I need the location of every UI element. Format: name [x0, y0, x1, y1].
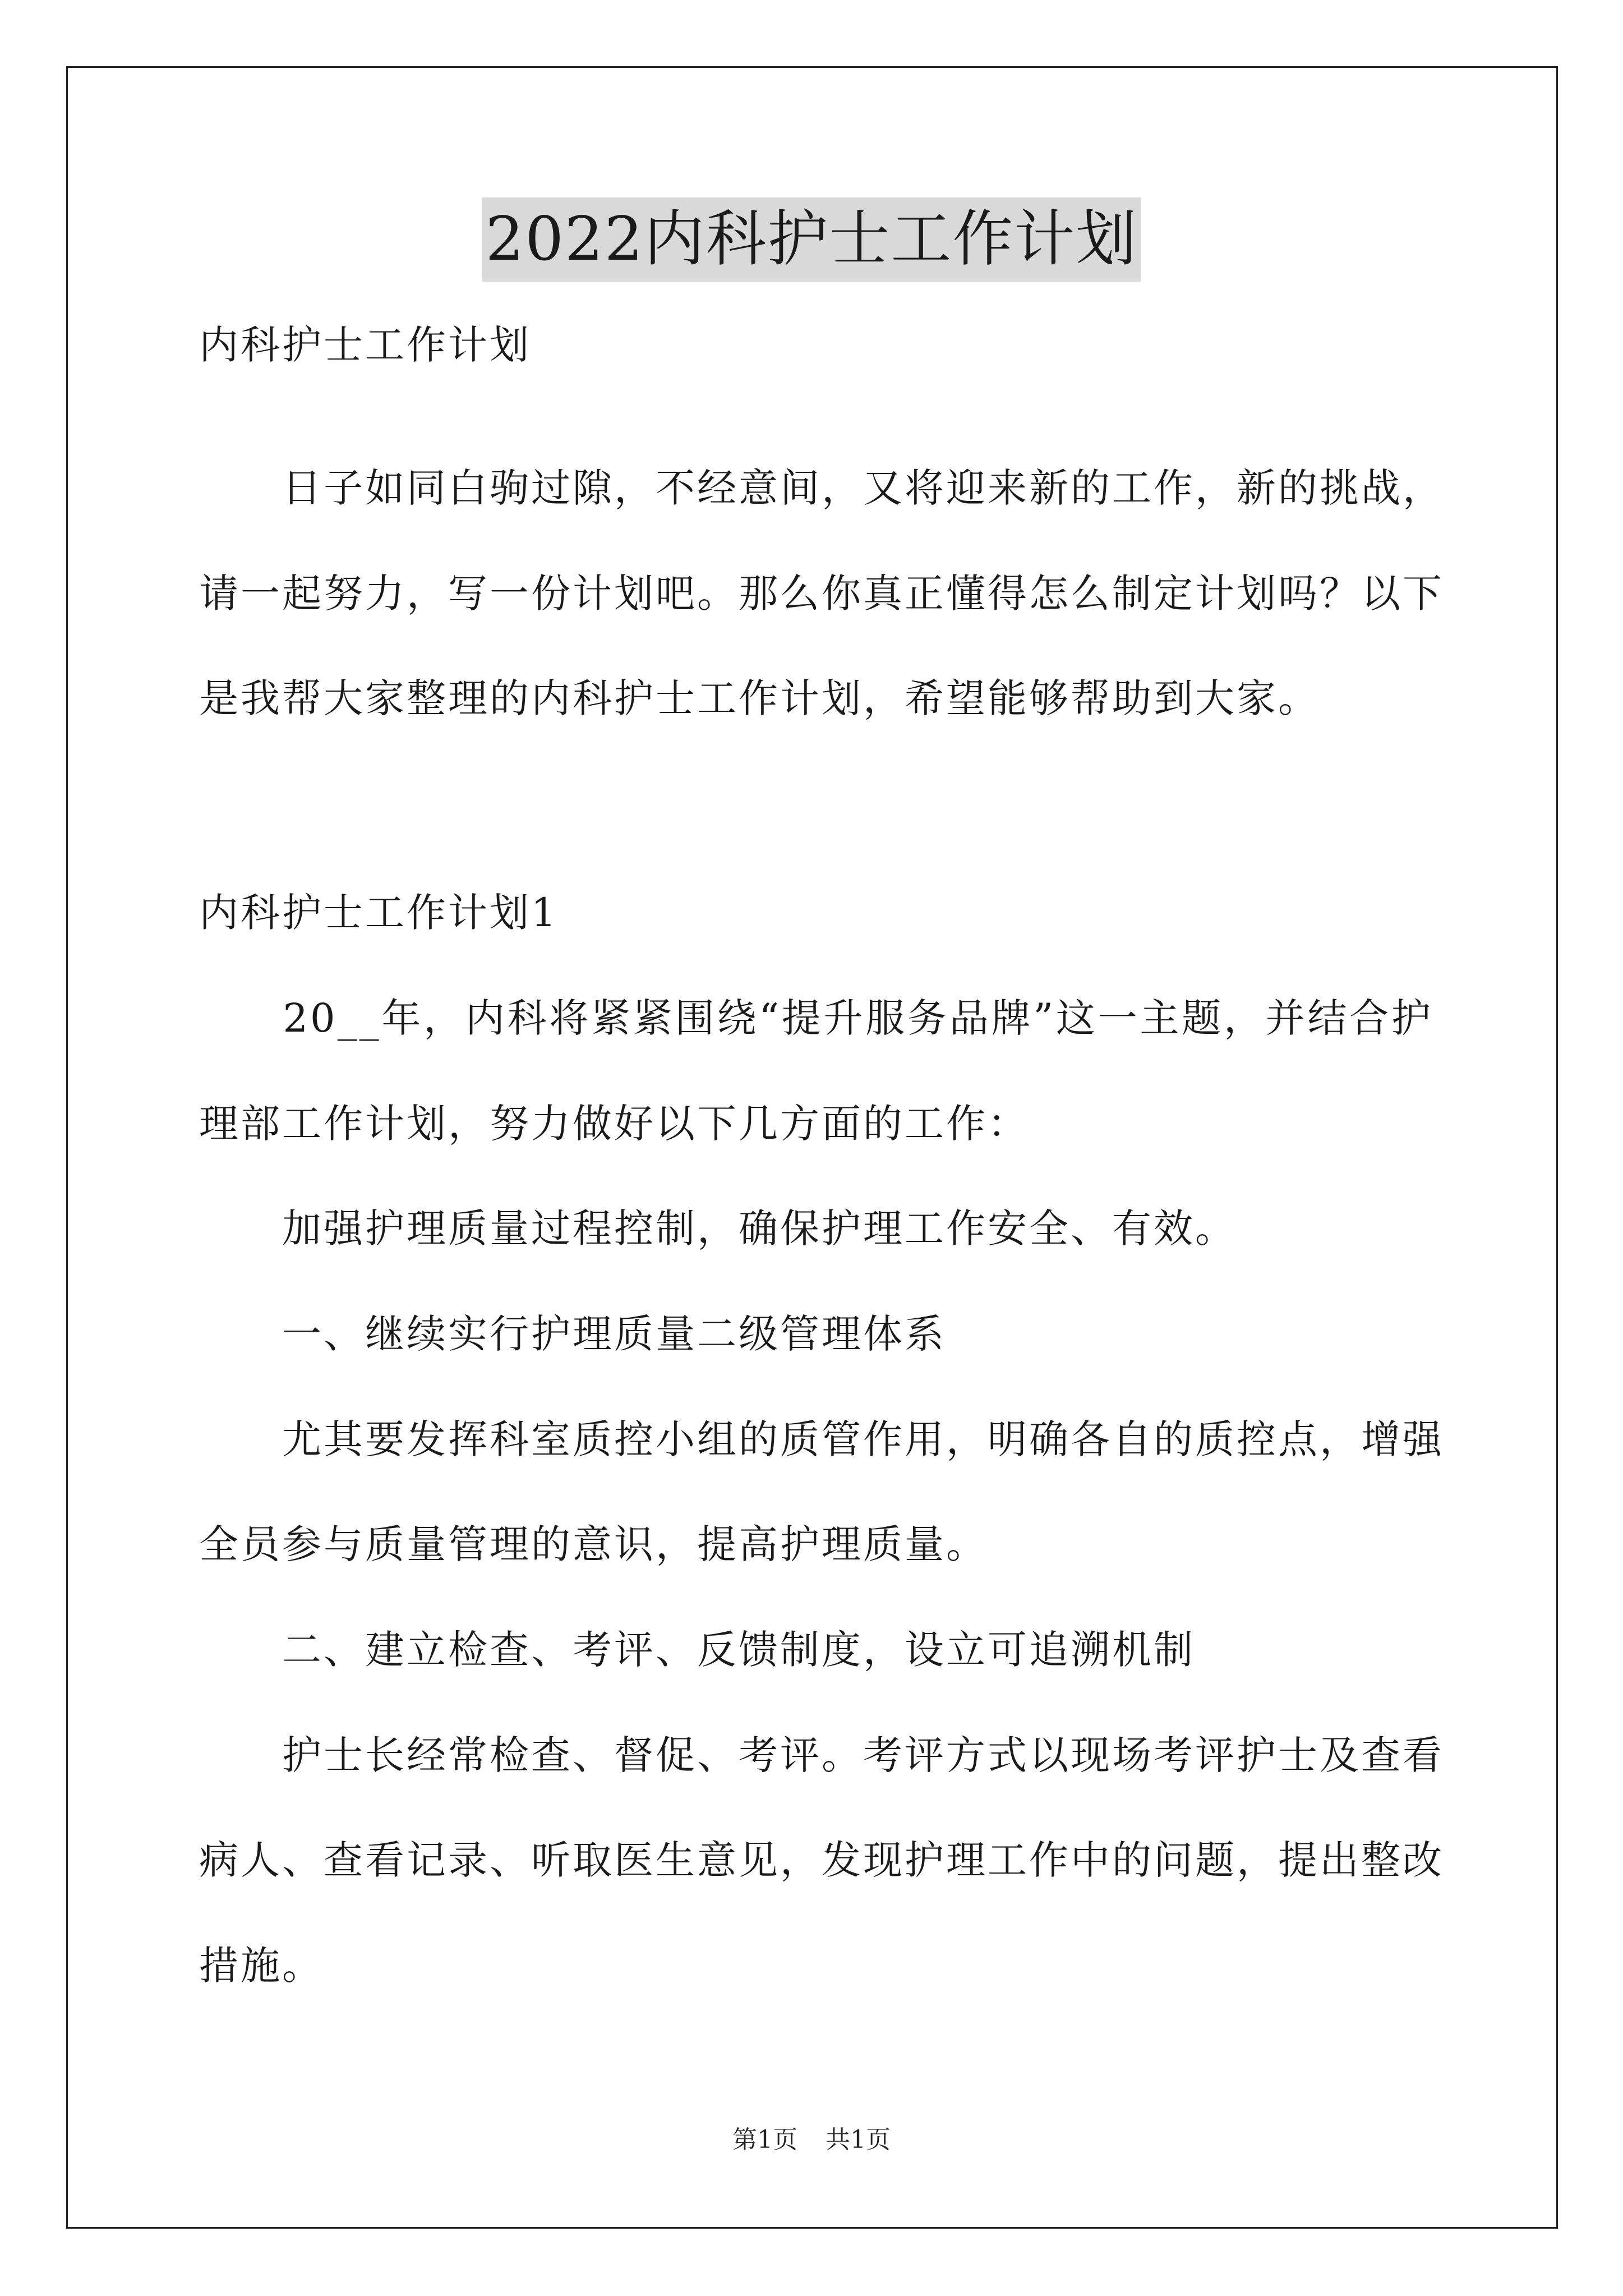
- paragraph-line: 尤其要发挥科室质控小组的质管作用，明确各自的质控点，增强: [199, 1416, 1444, 1462]
- paragraph-line: 是我帮大家整理的内科护士工作计划，希望能够帮助到大家。: [199, 675, 1320, 721]
- subtitle-line: 内科护士工作计划: [199, 322, 531, 368]
- paragraph-line: 病人、查看记录、听取医生意见，发现护理工作中的问题，提出整改: [199, 1837, 1444, 1883]
- paragraph-line: 二、建立检查、考评、反馈制度，设立可追溯机制: [199, 1627, 1195, 1673]
- paragraph-line: 一、继续实行护理质量二级管理体系: [199, 1311, 946, 1357]
- page-number: 第1页: [732, 2125, 797, 2154]
- page-footer: [0, 2123, 1623, 2157]
- document-title: [0, 197, 1623, 282]
- paragraph-line: 措施。: [199, 1943, 324, 1989]
- paragraph-line: 20__年，内科将紧紧围绕“提升服务品牌”这一主题，并结合护: [199, 995, 1433, 1041]
- document-title-text: 2022内科护士工作计划: [482, 197, 1141, 282]
- paragraph-line: 理部工作计划，努力做好以下几方面的工作：: [199, 1101, 1029, 1147]
- paragraph-line: 全员参与质量管理的意识，提高护理质量。: [199, 1521, 988, 1567]
- page-total: 共1页: [826, 2125, 891, 2154]
- paragraph-line: 护士长经常检查、督促、考评。考评方式以现场考评护士及查看: [199, 1732, 1444, 1778]
- paragraph-line: 加强护理质量过程控制，确保护理工作安全、有效。: [199, 1205, 1237, 1251]
- paragraph-line: 日子如同白驹过隙，不经意间，又将迎来新的工作，新的挑战，: [199, 465, 1444, 511]
- section-heading: 内科护士工作计划1: [199, 890, 559, 936]
- paragraph-line: 请一起努力，写一份计划吧。那么你真正懂得怎么制定计划吗？以下: [199, 570, 1444, 616]
